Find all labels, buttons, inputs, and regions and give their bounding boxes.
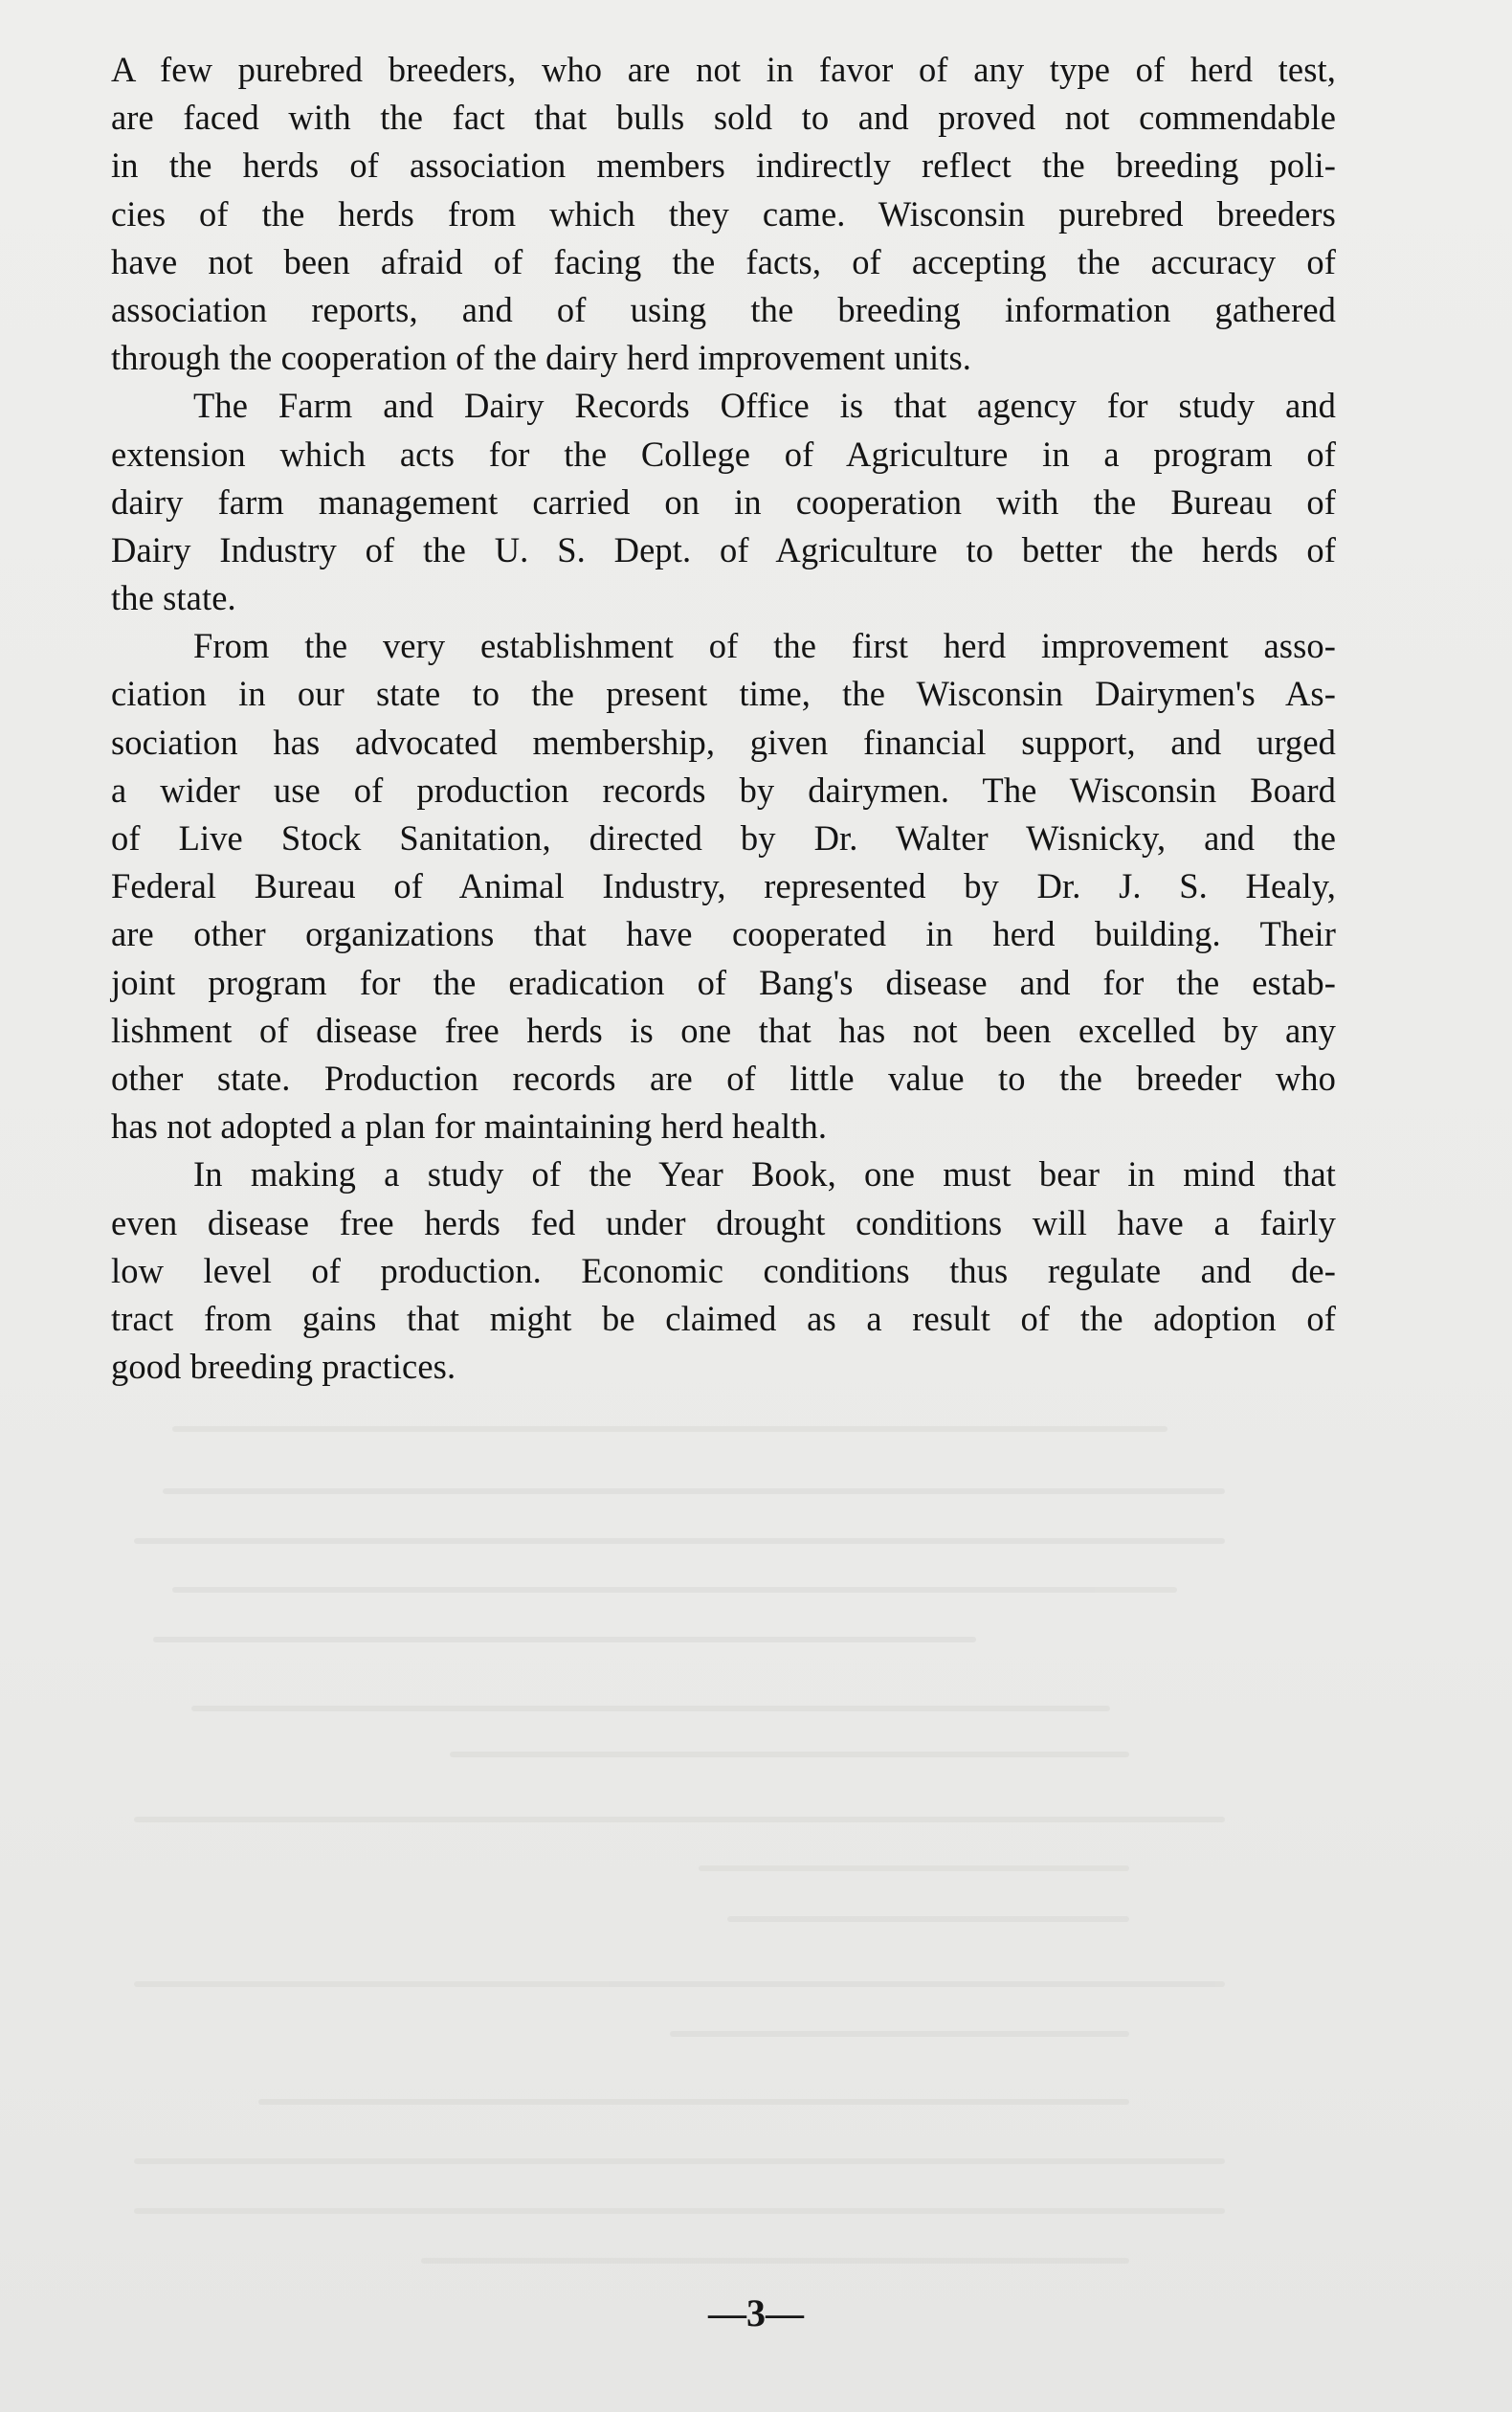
body-text — [111, 46, 1336, 1391]
paragraph-2 — [111, 382, 1336, 622]
page-number: —3— — [708, 2291, 804, 2334]
text-line: Federal Bureau of Animal Industry, represented by Dr. J. S. Healy, — [111, 866, 1336, 906]
text-line: In making a study of the Year Book, one must bear in mind that — [193, 1154, 1336, 1195]
text-line: the state. — [111, 578, 236, 618]
text-line: From the very establishment of the first herd improvement asso- — [193, 626, 1336, 666]
text-line: tract from gains that might be claimed as a result of the adoption of — [111, 1298, 1336, 1338]
text-line: have not been afraid of facing the facts, of accepting the accuracy of — [111, 241, 1336, 281]
text-line: in the herds of association members indirectly reflect the breeding poli- — [111, 145, 1336, 186]
text-line: are faced with the fact that bulls sold to and proved not commendable — [111, 98, 1336, 138]
text-line: The Farm and Dairy Records Office is that agency for study and — [193, 386, 1336, 426]
text-line: A few purebred breeders, who are not in favor of any type of herd test, — [111, 50, 1336, 89]
text-line: other state. Production records are of little value to the breeder who — [111, 1058, 1336, 1098]
text-line: good breeding practices. — [111, 1347, 456, 1387]
text-line: ciation in our state to the present time, the Wisconsin Dairymen's As- — [111, 674, 1336, 714]
text-line: association reports, and of using the breeding information gathered — [111, 289, 1336, 329]
paragraph-1 — [111, 46, 1336, 382]
paragraph-4 — [111, 1150, 1336, 1391]
text-line: joint program for the eradication of Bang's disease and for the estab- — [111, 962, 1336, 1002]
paragraph-3 — [111, 622, 1336, 1150]
text-line: even disease free herds fed under drought conditions will have a fairly — [111, 1202, 1336, 1242]
text-line: sociation has advocated membership, given financial support, and urged — [111, 722, 1336, 762]
text-line: has not adopted a plan for maintaining herd health. — [111, 1106, 828, 1147]
text-line: Dairy Industry of the U. S. Dept. of Agriculture to better the herds of — [111, 529, 1336, 570]
text-line: through the cooperation of the dairy herd improvement units. — [111, 338, 972, 378]
text-line: cies of the herds from which they came. Wisconsin purebred breeders — [111, 193, 1336, 234]
text-line: of Live Stock Sanitation, directed by Dr. Walter Wisnicky, and the — [111, 818, 1336, 858]
text-line: low level of production. Economic conditions thus regulate and de- — [111, 1250, 1336, 1290]
text-line: a wider use of production records by dairymen. The Wisconsin Board — [111, 770, 1336, 810]
text-line: lishment of disease free herds is one that has not been excelled by any — [111, 1010, 1336, 1050]
text-line: extension which acts for the College of Agriculture in a program of — [111, 434, 1336, 474]
text-line: dairy farm management carried on in cooperation with the Bureau of — [111, 481, 1336, 522]
text-line: are other organizations that have cooperated in herd building. Their — [111, 914, 1336, 954]
